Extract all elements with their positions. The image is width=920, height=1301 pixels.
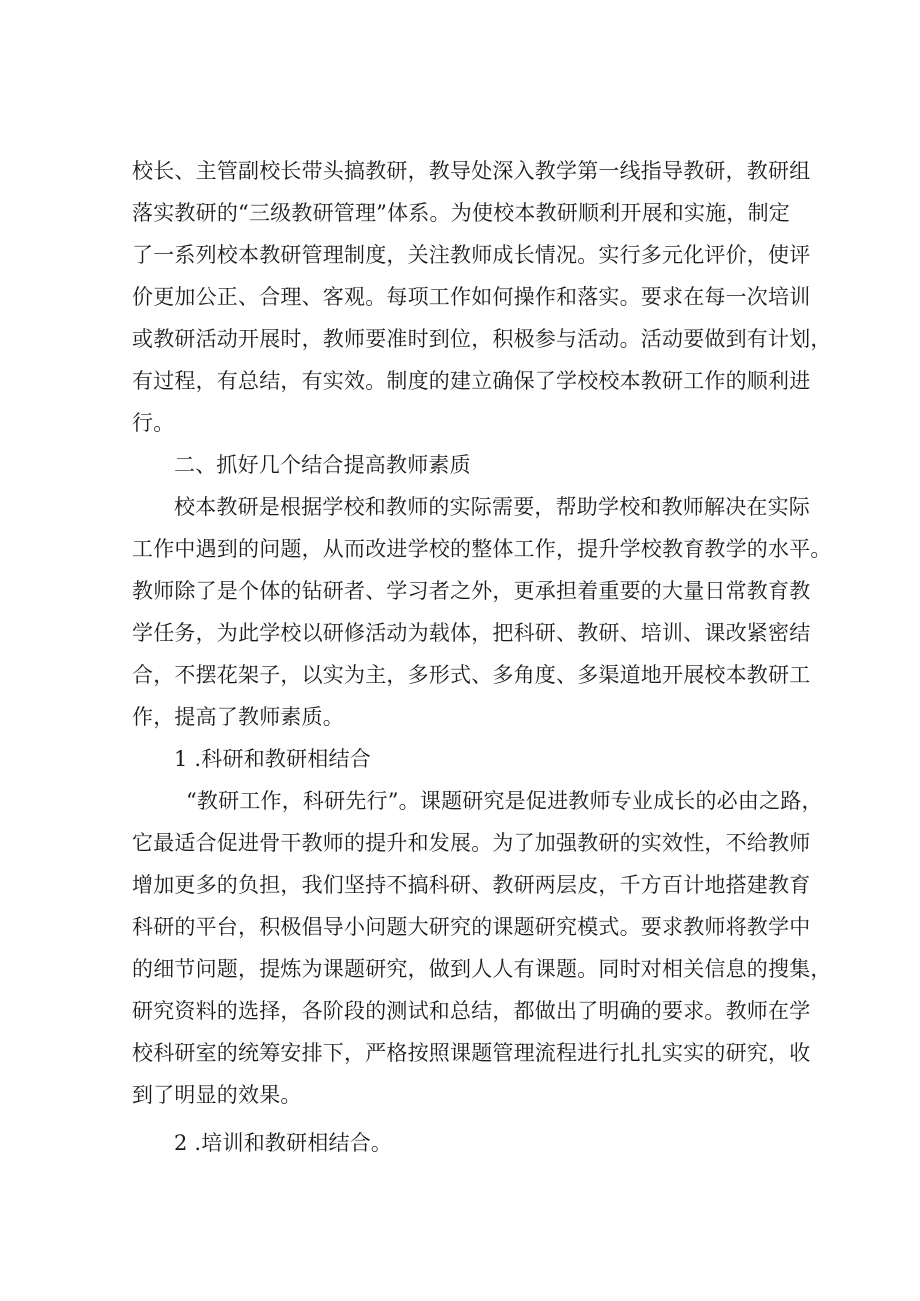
paragraph3-line-6: 研究资料的选择，各阶段的测试和总结，都做出了明确的要求。教师在学	[132, 999, 811, 1023]
section-heading-2: 二、抓好几个结合提高教师素质	[174, 453, 471, 477]
paragraph1-line-4: 价更加公正、合理、客观。每项工作如何操作和落实。要求在每一次培训	[132, 285, 811, 309]
paragraph1-line-2: 落实教研的“三级教研管理”体系。为使校本教研顺利开展和实施，制定	[132, 201, 790, 225]
paragraph2-line-3: 教师除了是个体的钻研者、学习者之外，更承担着重要的大量日常教育教	[132, 579, 811, 603]
paragraph2-line-5: 合，不摆花架子，以实为主，多形式、多角度、多渠道地开展校本教研工	[132, 663, 811, 687]
paragraph2-line-6: 作，提高了教师素质。	[132, 705, 344, 729]
paragraph3-line-4: 科研的平台，积极倡导小问题大研究的课题研究模式。要求教师将教学中	[132, 915, 811, 939]
paragraph1-line-5: 或教研活动开展时，教师要准时到位，积极参与活动。活动要做到有计划，	[132, 327, 832, 351]
paragraph3-line-3: 增加更多的负担，我们坚持不搞科研、教研两层皮，千方百计地搭建教育	[132, 873, 811, 897]
paragraph2-line-1: 校本教研是根据学校和教师的实际需要，帮助学校和教师解决在实际	[174, 495, 810, 519]
item-heading-2: 2 .培训和教研相结合。	[174, 1131, 393, 1155]
paragraph3-line-7: 校科研室的统筹安排下，严格按照课题管理流程进行扎扎实实的研究，收	[132, 1041, 811, 1065]
paragraph1-line-7: 行。	[132, 411, 175, 435]
paragraph3-line-5: 的细节问题，提炼为课题研究，做到人人有课题。同时对相关信息的搜集，	[132, 957, 832, 981]
paragraph1-line-1: 校长、主管副校长带头搞教研，教导处深入教学第一线指导教研，教研组	[132, 159, 811, 183]
item-heading-1: 1 .科研和教研相结合	[174, 747, 371, 771]
paragraph2-line-4: 学任务，为此学校以研修活动为载体，把科研、教研、培训、课改紧密结	[132, 621, 811, 645]
paragraph3-line-2: 它最适合促进骨干教师的提升和发展。为了加强教研的实效性，不给教师	[132, 831, 811, 855]
paragraph2-line-2: 工作中遇到的问题，从而改进学校的整体工作，提升学校教育教学的水平。	[132, 537, 832, 561]
paragraph3-line-1: “教研工作，科研先行”。课题研究是促进教师专业成长的必由之路，	[186, 789, 823, 813]
paragraph1-line-6: 有过程，有总结，有实效。制度的建立确保了学校校本教研工作的顺利进	[132, 369, 811, 393]
paragraph1-line-3: 了一系列校本教研管理制度，关注教师成长情况。实行多元化评价，使评	[132, 243, 811, 267]
paragraph3-line-8: 到了明显的效果。	[132, 1083, 302, 1107]
